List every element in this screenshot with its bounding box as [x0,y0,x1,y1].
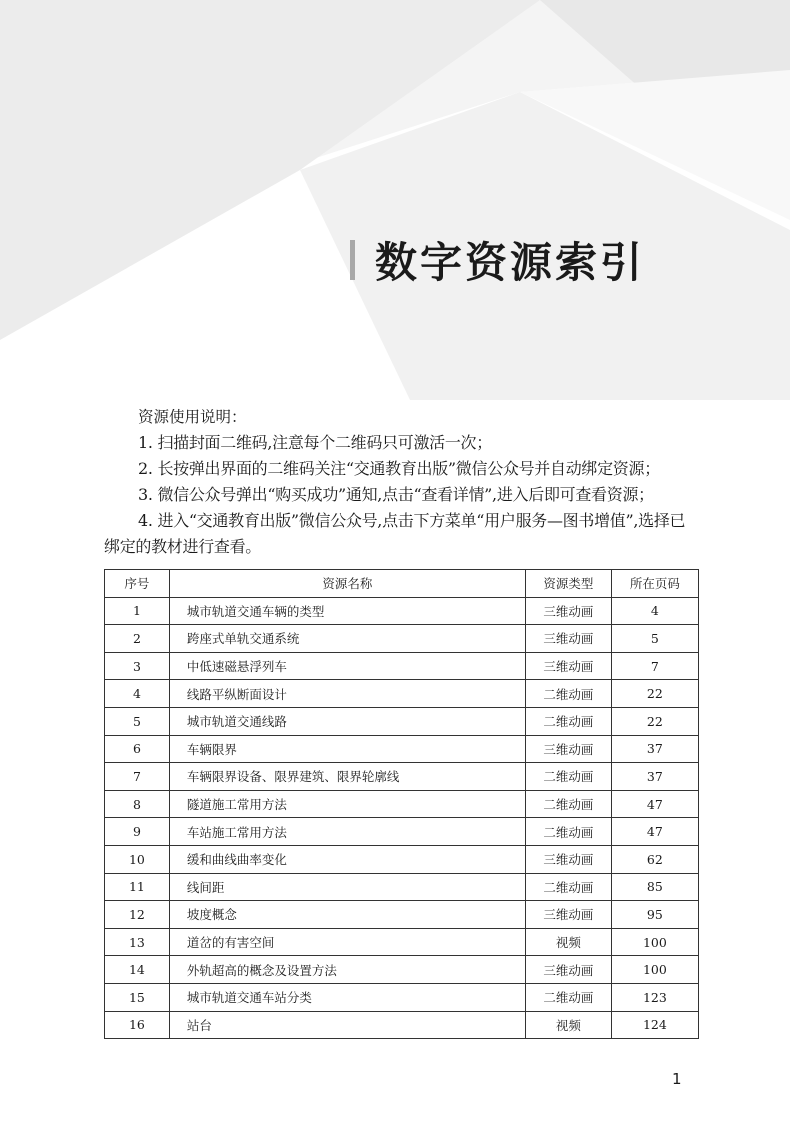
cell-seq: 2 [105,625,170,653]
header-type: 资源类型 [525,570,611,598]
cell-name: 车辆限界 [169,735,525,763]
cell-name: 中低速磁悬浮列车 [169,652,525,680]
table-row [105,845,699,873]
instruction-item: 4. 进入“交通教育出版”微信公众号,点击下方菜单“用户服务—图书增值”,选择已绑定的教材进行查看。 [104,511,686,556]
cell-page: 123 [611,983,698,1011]
cell-page: 22 [611,707,698,735]
table-row [105,818,699,846]
background-shapes [0,0,790,400]
cell-type: 三维动画 [525,652,611,680]
cell-page: 22 [611,680,698,708]
header-seq: 序号 [105,570,170,598]
cell-type: 三维动画 [525,597,611,625]
cell-seq: 14 [105,956,170,984]
cell-page: 7 [611,652,698,680]
cell-type: 二维动画 [525,873,611,901]
cell-page: 100 [611,928,698,956]
cell-page: 100 [611,956,698,984]
cell-type: 二维动画 [525,763,611,791]
table-row [105,1011,699,1039]
cell-type: 三维动画 [525,845,611,873]
cell-type: 二维动画 [525,818,611,846]
cell-name: 站台 [169,1011,525,1039]
cell-seq: 7 [105,763,170,791]
resource-instructions [104,404,696,560]
cell-page: 95 [611,901,698,929]
table-row [105,983,699,1011]
cell-name: 道岔的有害空间 [169,928,525,956]
cell-type: 二维动画 [525,983,611,1011]
table-row [105,763,699,791]
cell-type: 二维动画 [525,790,611,818]
cell-type: 视频 [525,1011,611,1039]
cell-seq: 15 [105,983,170,1011]
page-title-block [350,232,645,288]
table-row [105,790,699,818]
cell-page: 4 [611,597,698,625]
table-row [105,735,699,763]
table-row [105,873,699,901]
header-page: 所在页码 [611,570,698,598]
table-row [105,680,699,708]
table-header-row [105,570,699,598]
cell-seq: 16 [105,1011,170,1039]
page-title: 数字资源索引 [375,238,646,287]
header-name: 资源名称 [169,570,525,598]
cell-name: 隧道施工常用方法 [169,790,525,818]
instructions-heading: 资源使用说明： [138,408,247,426]
table-row [105,652,699,680]
cell-name: 车辆限界设备、限界建筑、限界轮廓线 [169,763,525,791]
table-row [105,707,699,735]
cell-name: 线间距 [169,873,525,901]
cell-seq: 11 [105,873,170,901]
cell-name: 车站施工常用方法 [169,818,525,846]
cell-seq: 4 [105,680,170,708]
cell-name: 城市轨道交通车站分类 [169,983,525,1011]
title-accent-bar [350,240,355,280]
table-row [105,597,699,625]
cell-type: 三维动画 [525,901,611,929]
cell-type: 二维动画 [525,707,611,735]
cell-name: 坡度概念 [169,901,525,929]
cell-seq: 10 [105,845,170,873]
instruction-item: 2. 长按弹出界面的二维码关注“交通教育出版”微信公众号并自动绑定资源； [138,459,660,478]
cell-page: 47 [611,790,698,818]
cell-page: 5 [611,625,698,653]
page-number: 1 [672,1070,682,1088]
cell-page: 37 [611,735,698,763]
cell-type: 二维动画 [525,680,611,708]
cell-seq: 3 [105,652,170,680]
cell-page: 37 [611,763,698,791]
cell-name: 城市轨道交通线路 [169,707,525,735]
cell-seq: 13 [105,928,170,956]
table-row [105,625,699,653]
cell-type: 三维动画 [525,735,611,763]
cell-name: 缓和曲线曲率变化 [169,845,525,873]
cell-seq: 6 [105,735,170,763]
cell-page: 124 [611,1011,698,1039]
cell-seq: 12 [105,901,170,929]
cell-page: 47 [611,818,698,846]
cell-page: 62 [611,845,698,873]
cell-name: 城市轨道交通车辆的类型 [169,597,525,625]
cell-name: 线路平纵断面设计 [169,680,525,708]
cell-seq: 9 [105,818,170,846]
cell-type: 视频 [525,928,611,956]
resource-index-table [104,569,699,1039]
cell-seq: 5 [105,707,170,735]
table-row [105,928,699,956]
instruction-item: 3. 微信公众号弹出“购买成功”通知,点击“查看详情”,进入后即可查看资源； [138,485,654,504]
cell-name: 跨座式单轨交通系统 [169,625,525,653]
instruction-item: 1. 扫描封面二维码,注意每个二维码只可激活一次； [138,433,492,452]
cell-page: 85 [611,873,698,901]
cell-type: 三维动画 [525,625,611,653]
cell-name: 外轨超高的概念及设置方法 [169,956,525,984]
cell-seq: 8 [105,790,170,818]
table-row [105,901,699,929]
table-row [105,956,699,984]
cell-type: 三维动画 [525,956,611,984]
cell-seq: 1 [105,597,170,625]
